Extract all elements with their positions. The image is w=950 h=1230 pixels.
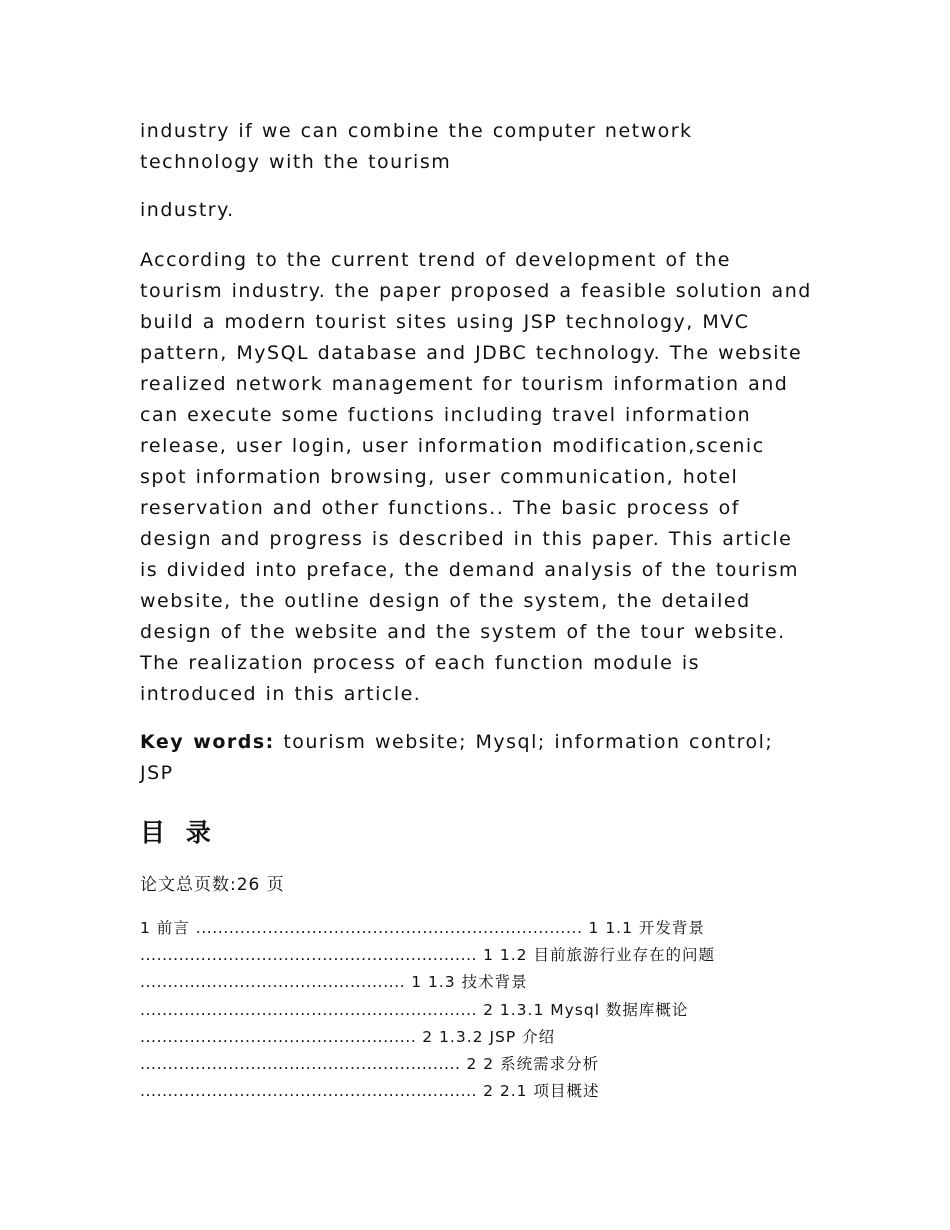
- abstract-paragraph-3: According to the current trend of development of the tourism industry. the paper proposed a feasible solution and build a modern tourist sites using JSP technology, MVC pattern, MySQL database and JDBC technology. The website realized network management for tourism information and can execute some fuctions including travel information release, user login, user information modification,scenic spot information browsing, user communication, hotel reservation and other functions.. The basic process of design and progress is described in this paper. This article is divided into preface, the demand analysis of the tourism website, the outline design of the system, the detailed design of the website and the system of the tour website. The realization process of each function module is introduced in this article.: [140, 249, 812, 705]
- toc-leader-dots: ..........................................................: [140, 1055, 461, 1074]
- abstract-paragraph-1: industry if we can combine the computer network technology with the tourism: [140, 120, 693, 173]
- toc-line[interactable]: [140, 997, 815, 1024]
- toc-line[interactable]: [140, 942, 815, 969]
- toc-line-tail: 1 1.1 开发背景: [582, 919, 705, 937]
- toc-leader-dots: ..................................................: [140, 1027, 417, 1046]
- abstract-paragraph-2: industry.: [140, 199, 235, 221]
- toc-line[interactable]: [140, 969, 815, 996]
- toc-leader-dots: .............................................................: [140, 946, 478, 965]
- toc-line-tail: 2 2 系统需求分析: [460, 1055, 600, 1074]
- toc-line-tail: 2 1.3.2 JSP 介绍: [416, 1027, 556, 1046]
- toc-leader-dots: ................................................: [140, 973, 406, 992]
- toc-line[interactable]: [140, 1078, 815, 1105]
- toc-line[interactable]: [140, 915, 815, 942]
- toc-line[interactable]: [140, 1024, 815, 1051]
- toc-title: 目 录: [140, 818, 217, 847]
- toc-line-tail: 1 1.3 技术背景: [405, 973, 528, 992]
- toc-leader-dots: .............................................................: [140, 1082, 478, 1101]
- toc-line-head: 1 前言: [140, 919, 196, 937]
- keywords-line: [140, 727, 815, 789]
- document-page: [140, 116, 815, 1105]
- toc-line-tail: 2 1.3.1 Mysql 数据库概论: [477, 1000, 689, 1019]
- toc-total-pages: 论文总页数:26 页: [140, 875, 285, 895]
- keywords-label: Key words:: [140, 731, 275, 753]
- toc-line-tail: 1 1.2 目前旅游行业存在的问题: [477, 946, 715, 965]
- toc-leader-dots: .............................................................: [140, 1000, 478, 1019]
- toc-leader-dots: ......................................................................: [195, 919, 583, 937]
- table-of-contents: [140, 915, 815, 1105]
- toc-line[interactable]: [140, 1051, 815, 1078]
- toc-line-tail: 2 2.1 项目概述: [477, 1082, 600, 1101]
- keywords-text: tourism website; Mysql; information control; JSP: [140, 731, 774, 784]
